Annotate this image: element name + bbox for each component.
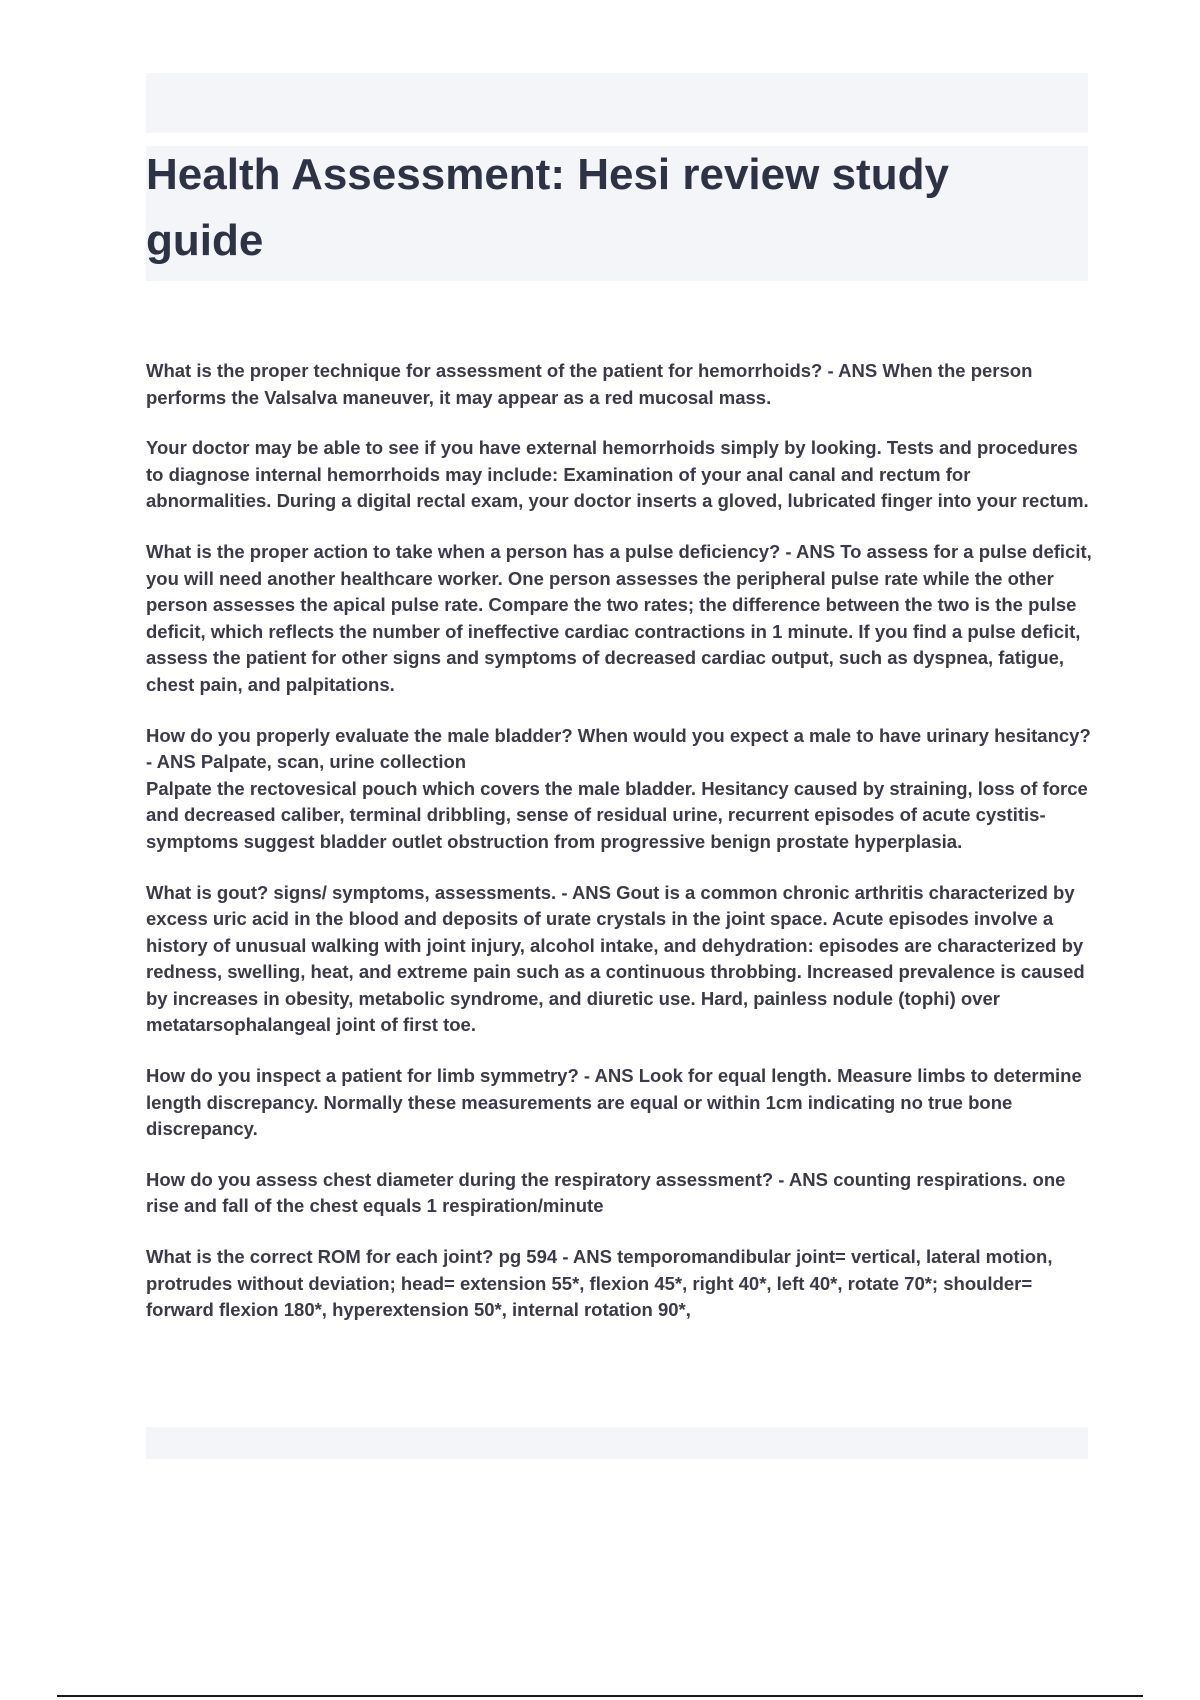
- paragraph-hemorrhoids-technique: What is the proper technique for assessment of the patient for hemorrhoids? - ANS When the person performs the Valsalva maneuver, it may appear as a red mucosal mass.: [146, 360, 1033, 408]
- paragraph-limb-symmetry: How do you inspect a patient for limb symmetry? - ANS Look for equal length. Measure limbs to determine length discrepancy. Normally these measurements are equal or within 1cm indicating no true bone discrepancy.: [146, 1065, 1082, 1140]
- bottom-divider: [57, 1695, 1143, 1697]
- paragraph-male-bladder: How do you properly evaluate the male bladder? When would you expect a male to have urinary hesitancy? - ANS Palpate, scan, urine collection Palpate the rectovesical pouch which covers the male bladder. Hesitancy caused by straining, loss of force and decreased caliber, terminal dribbling, sense of residual urine, recurrent episodes of acute cystitis- symptoms suggest bladder outlet obstruction from progressive benign prostate hyperplasia.: [146, 724, 1091, 852]
- paragraph-joint-rom: What is the correct ROM for each joint? pg 594 - ANS temporomandibular joint= vertical, lateral motion, protrudes without deviation; head= extension 55*, flexion 45*, right 40*, left 40*, rotate 70*; shoulder= forward flexion 180*, hyperextension 50*, internal rotation 90*,: [146, 1246, 1053, 1321]
- paragraph-chest-diameter: How do you assess chest diameter during the respiratory assessment? - ANS counting respirations. one rise and fall of the chest equals 1 respiration/minute: [146, 1168, 1066, 1217]
- footer-band: [146, 1427, 1088, 1459]
- page-title: Health Assessment: Hesi review study guide: [146, 150, 949, 265]
- paragraph-pulse-deficit: What is the proper action to take when a person has a pulse deficiency? - ANS To assess for a pulse deficit, you will need another healthcare worker. One person assesses the peripheral pulse rate while the other person assesses the apical pulse rate. Compare the two rates; the difference between the two is the pulse deficit, which reflects the number of ineffective cardiac contractions in 1 minute. If you find a pulse deficit, assess the patient for other signs and symptoms of decreased cardiac output, such as dyspnea, fatigue, chest pain, and palpitations.: [146, 540, 1092, 695]
- paragraph-gout: What is gout? signs/ symptoms, assessments. - ANS Gout is a common chronic arthritis characterized by excess uric acid in the blood and deposits of urate crystals in the joint space. Acute episodes involve a history of unusual walking with joint injury, alcohol intake, and dehydration: episodes are characterized by redness, swelling, heat, and extreme pain such as a continuous throbbing. Increased prevalence is caused by increases in obesity, metabolic syndrome, and diuretic use. Hard, painless nodule (tophi) over metatarsophalangeal joint of first toe.: [146, 881, 1085, 1036]
- paragraph-hemorrhoids-diagnosis: Your doctor may be able to see if you have external hemorrhoids simply by looking. Tests and procedures to diagnose internal hemorrhoids may include: Examination of your anal canal and rectum for abnormalities. During a digital rectal exam, your doctor inserts a gloved, lubricated finger into your rectum.: [146, 437, 1089, 512]
- header-band: [146, 73, 1088, 133]
- document-body: [146, 358, 1096, 1348]
